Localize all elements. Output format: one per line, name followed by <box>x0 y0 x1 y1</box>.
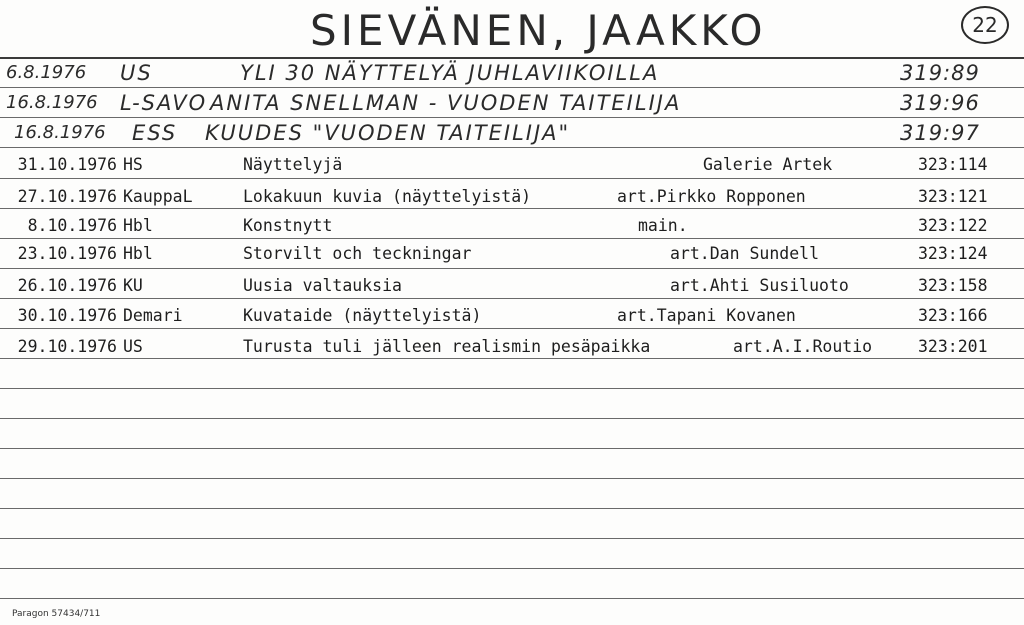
entry-ref: 323:114 <box>918 155 988 174</box>
entry-ref: 323:121 <box>918 187 988 206</box>
typed-entry <box>0 213 1024 239</box>
typed-entry <box>0 334 1024 360</box>
entry-date: 26.10.1976 <box>17 276 117 295</box>
rule-line <box>0 388 1024 389</box>
entry-title: ANITA SNELLMAN - VUODEN TAITEILIJA <box>210 91 682 115</box>
entry-date: 8.10.1976 <box>27 216 117 235</box>
entry-title: Storvilt och teckningar <box>243 244 472 263</box>
entry-author: art.Dan Sundell <box>670 244 820 263</box>
entry-source: L-SAVO <box>120 91 208 115</box>
rule-line <box>0 87 1024 88</box>
entry-author: art.Ahti Susiluoto <box>670 276 849 295</box>
typed-entry <box>0 152 1024 178</box>
entry-author: Galerie Artek <box>703 155 833 174</box>
entry-author: art.Pirkko Ropponen <box>617 187 806 206</box>
entry-ref: 323:122 <box>918 216 988 235</box>
entry-author: art.A.I.Routio <box>733 337 873 356</box>
entry-title: KUUDES "VUODEN TAITEILIJA" <box>205 121 571 145</box>
entry-date: 30.10.1976 <box>17 306 117 325</box>
rule-line <box>0 448 1024 449</box>
card-footer: Paragon 57434/711 <box>12 609 101 619</box>
entry-title: Turusta tuli jälleen realismin pesäpaikka <box>243 337 651 356</box>
typed-entry <box>0 273 1024 299</box>
entry-author: main. <box>638 216 688 235</box>
entry-source: HS <box>123 155 143 174</box>
entry-date: 16.8.1976 <box>14 122 106 143</box>
rule-line <box>0 568 1024 569</box>
entry-author: art.Tapani Kovanen <box>617 306 796 325</box>
entry-ref: 323:124 <box>918 244 988 263</box>
entry-ref: 323:166 <box>918 306 988 325</box>
entry-source: US <box>123 337 143 356</box>
handwritten-entry <box>0 119 1024 147</box>
entry-date: 31.10.1976 <box>17 155 117 174</box>
rule-line <box>0 538 1024 539</box>
entry-title: YLI 30 NÄYTTELYÄ JUHLAVIIKOILLA <box>240 61 660 85</box>
rule-line <box>0 418 1024 419</box>
rule-line <box>0 147 1024 148</box>
entry-title: Uusia valtauksia <box>243 276 402 295</box>
entry-ref: 323:201 <box>918 337 988 356</box>
rule-line <box>0 508 1024 509</box>
typed-entry <box>0 241 1024 267</box>
entry-ref: 319:89 <box>900 61 980 85</box>
entry-source: Demari <box>123 306 183 325</box>
entry-date: 16.8.1976 <box>6 92 98 113</box>
entry-source: Hbl <box>123 216 153 235</box>
rule-line <box>0 478 1024 479</box>
entry-ref: 319:96 <box>900 91 980 115</box>
rule-line <box>0 598 1024 599</box>
entry-title: Konstnytt <box>243 216 333 235</box>
typed-entry <box>0 184 1024 210</box>
handwritten-entry <box>0 59 1024 87</box>
entry-ref: 323:158 <box>918 276 988 295</box>
entry-source: ESS <box>132 121 178 145</box>
card-number-badge: 22 <box>961 6 1009 44</box>
entry-date: 6.8.1976 <box>6 62 87 83</box>
rule-line <box>0 178 1024 179</box>
card-title: SIEVÄNEN, JAAKKO <box>310 6 767 55</box>
entry-date: 23.10.1976 <box>17 244 117 263</box>
rule-line <box>0 268 1024 269</box>
rule-line <box>0 117 1024 118</box>
entry-date: 27.10.1976 <box>17 187 117 206</box>
handwritten-entry <box>0 89 1024 117</box>
entry-title: Lokakuun kuvia (näyttelyistä) <box>243 187 532 206</box>
entry-source: KU <box>123 276 143 295</box>
entry-title: Kuvataide (näyttelyistä) <box>243 306 482 325</box>
entry-source: KauppaL <box>123 187 193 206</box>
entry-source: US <box>120 61 153 85</box>
entry-date: 29.10.1976 <box>17 337 117 356</box>
typed-entry <box>0 303 1024 329</box>
entry-ref: 319:97 <box>900 121 980 145</box>
entry-source: Hbl <box>123 244 153 263</box>
entry-title: Näyttelyjä <box>243 155 343 174</box>
